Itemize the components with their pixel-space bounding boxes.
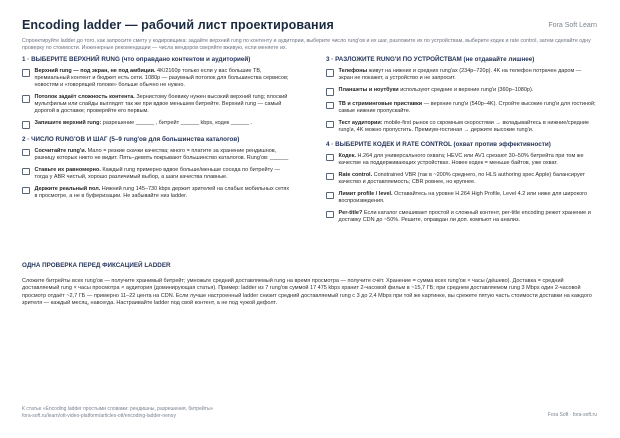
checkbox[interactable] [22, 168, 30, 176]
page-title: Encoding ladder — рабочий лист проектирования [22, 18, 334, 32]
item-bold: Верхний rung — под экран, не под амбиции. [34, 68, 156, 74]
section-2-heading [22, 136, 292, 143]
item-text [35, 68, 293, 89]
checklist-item [326, 101, 596, 115]
checkbox[interactable] [22, 69, 30, 77]
footer-brand: Fora Soft · fora-soft.ru [547, 412, 597, 418]
item-bold: Телефоны [338, 68, 368, 74]
item-bold: Ставьте их равномерно. [34, 166, 101, 173]
item-text [339, 101, 597, 115]
item-text [35, 167, 293, 181]
footer-article-line: К статье «Encoding ladder простыми словами: рендишны, разрешения, битрейты» [22, 406, 214, 412]
section-4-heading [326, 141, 596, 148]
item-text [339, 191, 597, 205]
checkbox[interactable] [326, 121, 334, 129]
checkbox[interactable] [326, 211, 334, 219]
checkbox[interactable] [326, 154, 334, 162]
section-3-hint: (не отдавайте лишнее) [463, 56, 535, 63]
section-4-title: 4 · ВЫБЕРИТЕ КОДЕК И RATE CONTROL [326, 140, 452, 148]
item-body: Каждый rung примерно вдвое больше/меньше соседа по битрейту — тогда у ABR чистый, хорошо различимый выбор, а шаги качества плавные. [34, 166, 280, 180]
checklist-item [22, 167, 292, 181]
left-column [22, 56, 292, 205]
section-3-title: 3 · РАЗЛОЖИТЕ RUNG'И ПО УСТРОЙСТВАМ [326, 56, 462, 63]
checkbox[interactable] [326, 88, 334, 96]
item-text [339, 172, 597, 186]
item-text [35, 148, 293, 162]
checklist-item [326, 68, 596, 82]
item-bold: Запишите верхний rung: [34, 120, 102, 126]
checklist-item [22, 94, 292, 115]
section-1-hint: (что оправдано контентом и аудиторией) [121, 56, 251, 63]
item-text [35, 94, 293, 115]
item-bold: Кодек. [338, 152, 356, 159]
checkbox[interactable] [22, 187, 30, 195]
checkbox[interactable] [326, 102, 334, 110]
item-bold: Сосчитайте rung'и. [34, 147, 87, 154]
item-body: живут на нижних и средних rung'ах (234p–720p). 4K на телефон потрачен даром — экран не покажет, а устройство и не запросит. [338, 68, 582, 81]
checklist-item [22, 186, 292, 200]
item-body: Оставайтесь на уровне H.264 High Profile, Level 4.2 или ниже для широкого воспроизведения. [338, 190, 588, 204]
right-column [326, 56, 596, 229]
item-text [35, 120, 253, 127]
intro-text: Спроектируйте ladder до того, как запросите смету у кодировщика: задайте верхний rung по контенту и аудитории, выберите число rung'ов и их шаг, разложите их по устройствам, выберите кодек и rate control, затем сделайте одну проверку по стоимости. Инженерные рекомендации — числа вендоров сверяйте вживую, если меняете их. [22, 38, 591, 52]
checkbox[interactable] [326, 192, 334, 200]
checklist-item [326, 191, 596, 205]
item-body: используют средние и верхние rung'и (360p–1080p). [398, 87, 534, 93]
checklist-item [326, 87, 596, 96]
section-1-heading [22, 56, 292, 63]
item-bold: Потолок задаёт сложность контента. [34, 94, 135, 100]
item-text [339, 87, 534, 94]
checklist-item [326, 210, 596, 224]
section-2-hint: (5–9 rung'ов для большинства каталогов) [109, 135, 240, 143]
checklist-item [326, 153, 596, 167]
brand-label: Fora Soft Learn [548, 22, 597, 29]
item-body: Мало = резкие скачки качества; много = платите за хранение рендишнов, разницу которых никто не видит. Пять–девять покрывают большинство каталогов. Rung'ов: ______ [34, 147, 289, 161]
item-body: Нижний rung 145–730 kbps держит зрителей на слабых мобильных сетях в просмотре, а не в буферизации. Не забывайте низ ladder. [34, 185, 290, 199]
item-text [339, 120, 597, 134]
footer-source [22, 406, 213, 419]
item-body: Constrained VBR (так в ~200% среднего, по HLS authoring spec Apple) балансирует качество и доставляемость; CBR ровнее, но крупнее. [338, 171, 586, 185]
checkbox[interactable] [22, 121, 30, 129]
checklist-item [22, 120, 292, 129]
checkbox[interactable] [22, 149, 30, 157]
item-body: H.264 для универсального охвата; HEVC или AV1 срезают 30–50% битрейта при том же качестве на поддерживающих устройствах. Новее кодек = меньше байтов, уже охват. [338, 152, 584, 166]
item-body: 4K/2160p только если у вас большие ТВ, премиальный контент и бюджет есть сети. 1080p — разумный потолок для большинства сервисов; новостям и «говорящей голове» больше обычно не нужно. [34, 68, 289, 88]
bottom-section-title: ОДНА ПРОВЕРКА ПЕРЕД ФИКСАЦИЕЙ LADDER [22, 262, 171, 269]
checklist-item [22, 68, 292, 89]
item-body: Зернистому боевику нужен высокий верхний rung; плоский мультфильм или слайды выглядят так же при вдвое меньшем битрейте. Верхний rung — самый дорогой в доставке; проверяйте его первым. [34, 94, 288, 114]
checkbox[interactable] [326, 173, 334, 181]
section-3-heading [326, 56, 596, 63]
footer-url-link[interactable]: fora-soft.ru/learn/ott-video-platform/articles-ott/encoding-ladder-nenoy [22, 412, 176, 419]
section-1-title: 1 · ВЫБЕРИТЕ ВЕРХНИЙ RUNG [22, 56, 120, 63]
section-2-title: 2 · ЧИСЛО RUNG'ОВ И ШАГ [22, 135, 108, 143]
item-bold: Планшеты и ноутбуки [338, 87, 399, 93]
item-text [35, 186, 293, 200]
item-bold: Rate control. [338, 171, 373, 178]
item-text [339, 210, 597, 224]
checkbox[interactable] [22, 95, 30, 103]
item-body: разрешение ______ , битрейт ______ kbps, кодек ______ . [101, 120, 253, 126]
checklist-item [326, 120, 596, 134]
item-bold: Лимит profile / level. [338, 190, 393, 197]
item-text [339, 68, 597, 82]
item-bold: Держите реальный пол. [34, 185, 101, 192]
item-body: mobile-first рынок со скромным скоростями → вкладывайтесь в нижние/средние rung'и, 4K можно пропустить. Премиум-гостиная → держите высокие rung'и. [338, 119, 589, 133]
checkbox[interactable] [326, 69, 334, 77]
item-body: — верхние rung'и (540p–4K). Стройте высокие rung'и для гостиной; самые нижние пропускайте. [338, 100, 596, 114]
item-bold: Per-title? [338, 209, 363, 216]
bottom-section-text: Сложите битрейты всех rung'ов — получите хранимый битрейт; умножьте средний доставляемый rung на время просмотра — получите счёт. Хранение = сумма всех rung'ов × часы (дёшево). Доставка = средний доставляемый rung × часы просмотра × аудитория (доминирующая статья). Пример: ladder из 7 rung'ов суммой 17 475 kbps хранит 2-часовой фильм в ~15,7 ГБ; при среднем доставляемом rung 3 Mbps один 2-часовой просмотр отдаёт ~2,7 ГБ — примерно 11–22 цента на CDN. Если лучше настроенный ladder снизит средний доставляемый rung с 3 до 2,4 Mbps при той же картинке, вы срежете пятую часть стоимости доставки на каждого зрителя — каждый месяц, навсегда. Настраивайте ladder под свой контент, а не под чужой дефолт. [22, 278, 592, 306]
item-text [339, 153, 597, 167]
checklist-item [22, 148, 292, 162]
section-4-hint: (охват против эффективности) [453, 140, 551, 148]
item-body: Если каталог смешивает простой и сложный контент, per-title encoding режет хранение и доставку CDN до ~50%. Решите, оправдан ли доп. компьют на анализ. [338, 209, 591, 223]
checklist-item [326, 172, 596, 186]
item-bold: Тест аудитории: [338, 119, 383, 126]
item-bold: ТВ и стриминговые приставки [338, 100, 423, 107]
